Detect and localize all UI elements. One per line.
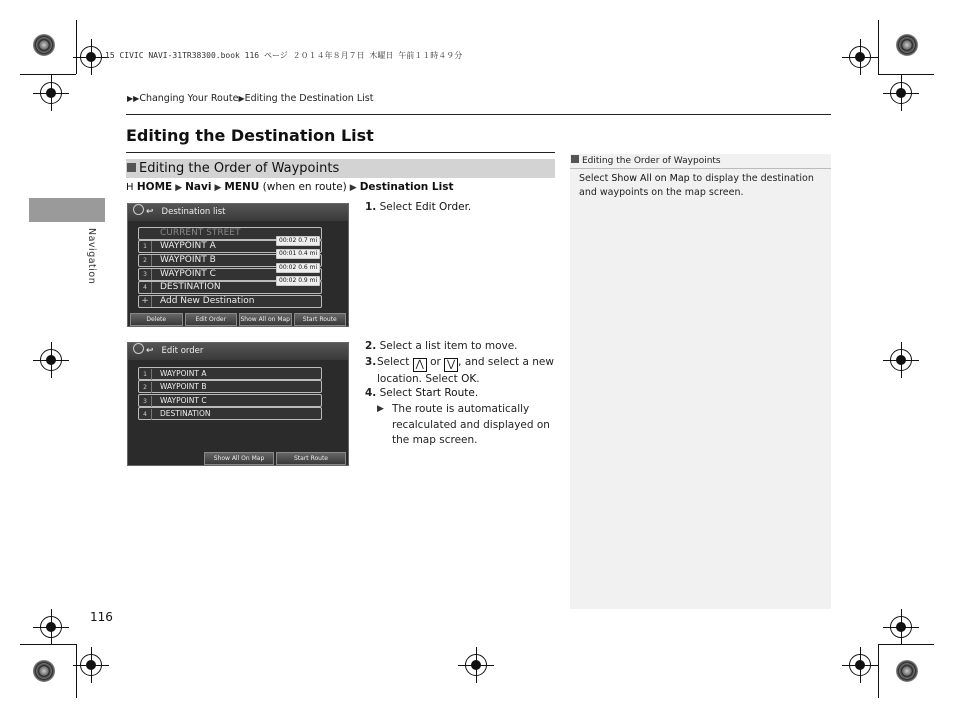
registration-mark-icon xyxy=(40,616,62,638)
row-label: WAYPOINT B xyxy=(160,382,207,391)
row-label: DESTINATION xyxy=(160,282,221,292)
list-item[interactable] xyxy=(138,394,322,407)
plus-icon: + xyxy=(139,296,152,307)
registration-disc-top-right xyxy=(896,34,918,56)
registration-disc-bottom-right xyxy=(896,660,918,682)
step-number: 2. xyxy=(365,340,377,352)
start-route-button[interactable]: Start Route xyxy=(294,313,347,326)
distance-badge: 00:01 0.4 mi xyxy=(276,249,320,259)
step-text: Select xyxy=(379,387,416,399)
note-bullet-icon xyxy=(571,155,579,163)
registration-disc-top-left xyxy=(33,34,55,56)
row-label: Add New Destination xyxy=(160,296,255,306)
step-4-result xyxy=(377,402,555,449)
nav-path-navi: Navi xyxy=(185,181,212,193)
row-number: 4 xyxy=(139,282,152,293)
row-number: 3 xyxy=(139,396,152,407)
print-header: 15 CIVIC NAVI-31TR38300.book 116 ページ ２０１４年８月７日 木曜日 午前１１時４９分 xyxy=(105,51,463,60)
registration-mark-icon xyxy=(890,616,912,638)
result-arrow-icon: ▶ xyxy=(377,404,384,414)
back-icon[interactable] xyxy=(133,204,144,215)
step-ui-label: Edit Order xyxy=(415,201,468,213)
row-label: WAYPOINT C xyxy=(160,396,207,405)
step-text: or xyxy=(426,356,445,368)
registration-mark-icon xyxy=(80,654,102,676)
nav-path-home: HOME xyxy=(136,181,173,193)
row-number: 1 xyxy=(139,369,152,380)
step-3 xyxy=(365,355,555,388)
path-arrow-icon: ▶ xyxy=(349,183,357,193)
nav-path-menu-note: (when en route) xyxy=(262,181,347,193)
side-note xyxy=(570,154,831,609)
step-text: Select xyxy=(377,356,413,368)
row-label: WAYPOINT A xyxy=(160,241,216,251)
section-heading xyxy=(126,159,555,178)
step-ui-label: OK xyxy=(461,373,477,385)
row-number: 2 xyxy=(139,382,152,393)
title-rule xyxy=(126,152,555,153)
step-text: Select xyxy=(379,201,416,213)
header-rule xyxy=(126,114,831,115)
step-end: . xyxy=(467,201,472,213)
step-text: , and select a new location. Select xyxy=(377,356,554,385)
step-number: 4. xyxy=(365,387,377,399)
show-all-on-map-button[interactable]: Show All On Map xyxy=(204,452,274,465)
breadcrumb xyxy=(127,93,373,104)
note-text: to display the destination and waypoints on the map screen. xyxy=(579,173,814,198)
row-number: 4 xyxy=(139,409,152,420)
edit-order-button[interactable]: Edit Order xyxy=(185,313,238,326)
crop-line xyxy=(878,20,879,74)
crop-line xyxy=(76,20,77,74)
screen-button-bar xyxy=(128,452,348,465)
nav-path-menu: MENU xyxy=(224,181,260,193)
screen-button-bar xyxy=(128,313,348,326)
return-icon[interactable]: ↩ xyxy=(146,346,154,356)
row-label: DESTINATION xyxy=(160,409,211,418)
registration-disc-bottom-left xyxy=(33,660,55,682)
distance-badge: 00:02 0.7 mi xyxy=(276,236,320,246)
square-bullet-icon xyxy=(127,163,136,172)
list-item[interactable] xyxy=(138,380,322,393)
registration-mark-icon xyxy=(890,349,912,371)
row-label: WAYPOINT B xyxy=(160,255,216,265)
distance-badge: 00:02 0.9 mi xyxy=(276,276,320,286)
list-item[interactable] xyxy=(138,367,322,380)
return-icon[interactable]: ↩ xyxy=(146,207,154,217)
edit-order-screen xyxy=(127,342,349,466)
side-note-heading xyxy=(570,154,831,169)
crop-line xyxy=(76,644,77,698)
delete-button[interactable]: Delete xyxy=(130,313,183,326)
screen-title-bar xyxy=(128,343,348,360)
add-destination-item[interactable] xyxy=(138,295,322,308)
crop-line xyxy=(20,74,76,75)
list-item[interactable] xyxy=(138,407,322,420)
step-text: Select a list item to move. xyxy=(379,340,518,352)
step-number: 1. xyxy=(365,201,377,213)
back-icon[interactable] xyxy=(133,343,144,354)
row-number: 1 xyxy=(139,241,152,252)
crop-line xyxy=(20,644,76,645)
crop-line xyxy=(878,644,934,645)
side-label: Navigation xyxy=(86,228,97,285)
registration-mark-icon xyxy=(40,349,62,371)
home-key-icon: H xyxy=(126,182,134,193)
nav-path-dest: Destination List xyxy=(359,181,454,193)
crop-line xyxy=(878,74,934,75)
section-heading-text: Editing the Order of Waypoints xyxy=(139,161,340,176)
row-label: WAYPOINT A xyxy=(160,369,207,378)
screen-title: Destination list xyxy=(161,207,226,217)
screen-title: Edit order xyxy=(161,346,204,356)
registration-mark-icon xyxy=(80,46,102,68)
page-title: Editing the Destination List xyxy=(126,126,374,145)
up-arrow-icon: ⋀ xyxy=(413,358,427,372)
side-note-heading-text: Editing the Order of Waypoints xyxy=(582,156,721,166)
path-arrow-icon: ▶ xyxy=(214,183,222,193)
destination-list-screen xyxy=(127,203,349,327)
row-label: CURRENT STREET xyxy=(160,228,241,238)
page-number: 116 xyxy=(90,610,113,624)
note-text: Select xyxy=(579,173,612,184)
nav-path xyxy=(126,181,453,193)
side-note-body xyxy=(579,172,824,199)
registration-mark-icon xyxy=(40,82,62,104)
show-all-on-map-button[interactable]: Show All on Map xyxy=(239,313,292,326)
row-number: 2 xyxy=(139,255,152,266)
step-2 xyxy=(365,339,555,355)
breadcrumb-arrows: ▶▶ xyxy=(127,94,140,103)
row-label: WAYPOINT C xyxy=(160,269,216,279)
step-ui-label: Start Route xyxy=(415,387,475,399)
step-end: . xyxy=(476,373,480,385)
note-ui-label: Show All on Map xyxy=(611,173,690,184)
path-arrow-icon: ▶ xyxy=(175,183,183,193)
step-1 xyxy=(365,200,555,216)
registration-mark-icon xyxy=(890,82,912,104)
distance-badge: 00:02 0.6 mi xyxy=(276,263,320,273)
step-number: 3. xyxy=(365,356,377,368)
crop-line xyxy=(878,644,879,698)
registration-mark-icon xyxy=(849,654,871,676)
registration-mark-icon xyxy=(849,46,871,68)
result-text: The route is automatically recalculated and displayed on the map screen. xyxy=(392,403,550,446)
side-tab xyxy=(29,198,105,222)
down-arrow-icon: ⋁ xyxy=(444,358,458,372)
breadcrumb-part2[interactable]: Editing the Destination List xyxy=(244,93,374,104)
start-route-button[interactable]: Start Route xyxy=(276,452,346,465)
breadcrumb-sep: ▶ xyxy=(238,94,245,103)
registration-mark-icon xyxy=(465,654,487,676)
step-4 xyxy=(365,386,555,402)
step-end: . xyxy=(474,387,479,399)
row-number: 3 xyxy=(139,269,152,280)
breadcrumb-part1[interactable]: Changing Your Route xyxy=(139,93,239,104)
screen-title-bar xyxy=(128,204,348,221)
